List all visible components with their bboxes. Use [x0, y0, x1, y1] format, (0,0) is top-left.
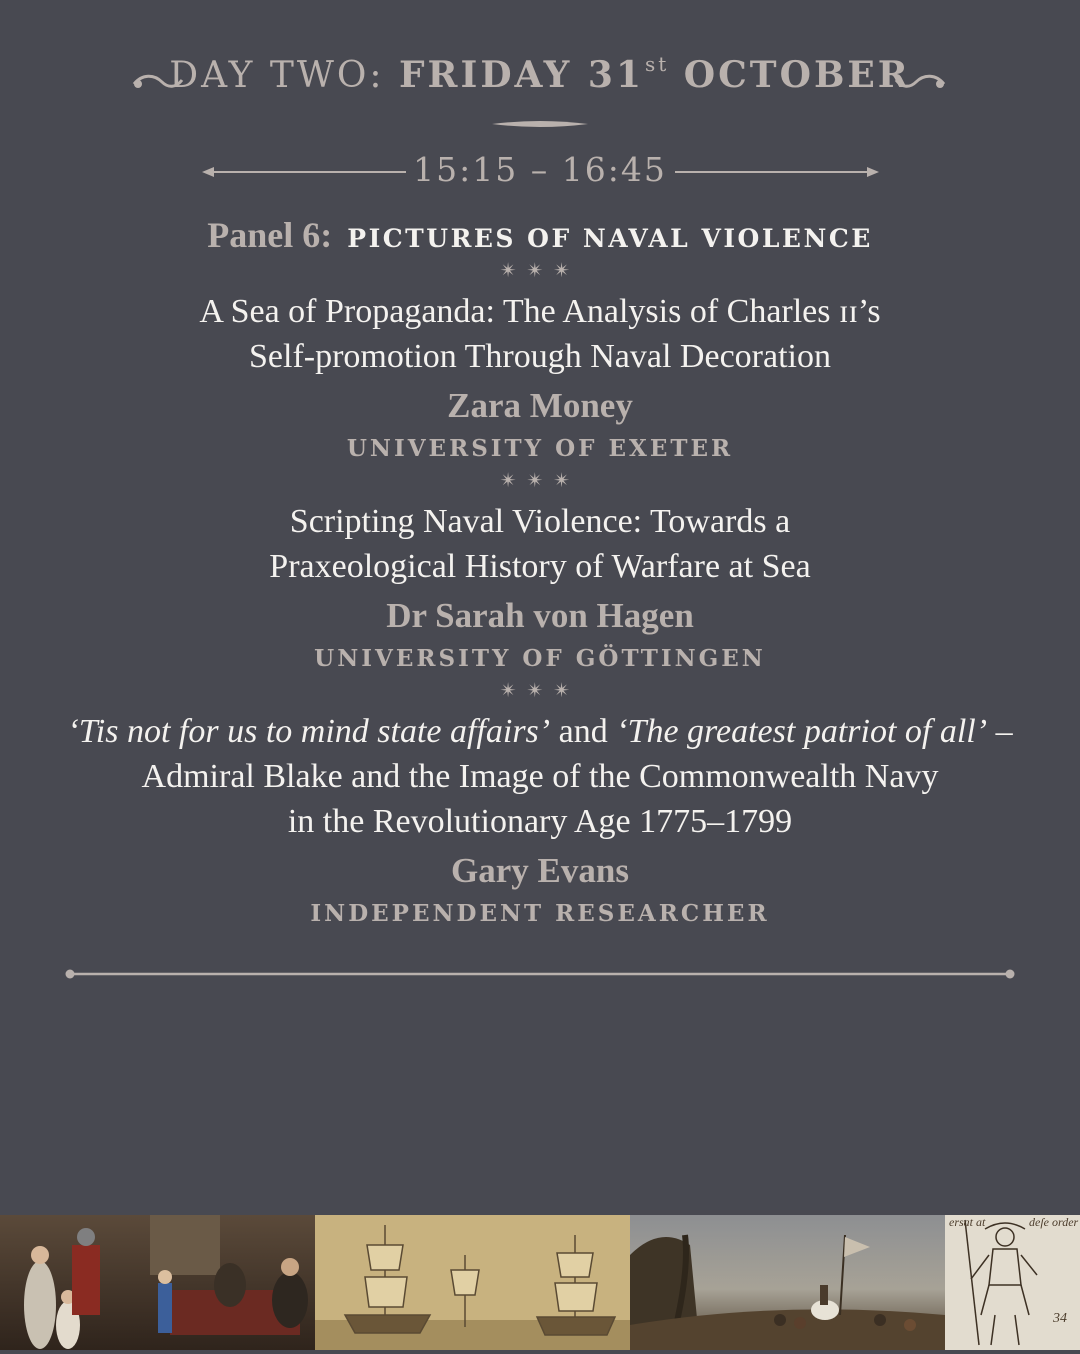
header-ornament-icon: [490, 118, 590, 130]
day-label: DAY TWO:: [169, 55, 385, 96]
talk-2-title-line-2: Praxeological History of Warfare at Sea: [269, 548, 811, 585]
talk-2-institution: UNIVERSITY OF GÖTTINGEN: [314, 645, 766, 672]
talk-3-title-line-1: [0, 709, 1080, 754]
talk-1-title-line-2: Self-promotion Through Naval Decoration: [249, 338, 831, 375]
separator-stars: ✴✴✴: [499, 468, 581, 492]
painting-landscape-battle: [630, 1215, 945, 1350]
talk-1-title-line-1: A Sea of Propaganda: The Analysis of Charles ɪɪ’s: [199, 293, 881, 330]
talk-2-speaker: Dr Sarah von Hagen: [386, 596, 694, 635]
talk-3-quote-1: ‘Tis not for us to mind state affairs’: [67, 713, 551, 750]
talk-3-speaker: Gary Evans: [451, 851, 629, 890]
talk-3-dash: –: [987, 713, 1013, 750]
talk-2-title: [0, 499, 1080, 589]
talk-3-institution: INDEPENDENT RESEARCHER: [310, 900, 770, 927]
talk-1-institution: UNIVERSITY OF EXETER: [346, 435, 734, 462]
right-arrow-icon: [673, 164, 881, 180]
date-month: OCTOBER: [683, 54, 911, 96]
talk-3-quote-2: ‘The greatest patriot of all’: [616, 713, 988, 750]
engraving-soldier: [945, 1215, 1080, 1350]
right-flourish-icon: [894, 70, 946, 94]
panel-number: Panel 6:: [207, 215, 333, 255]
painting-ships-battle: [315, 1215, 630, 1350]
engraving-page-number: 34: [1053, 1311, 1067, 1326]
painting-domestic-scene: [0, 1215, 315, 1350]
separator-stars: ✴✴✴: [499, 678, 581, 702]
talk-3-connector: and: [550, 713, 617, 750]
bottom-divider: [64, 966, 1016, 982]
talk-3-title-line-3: in the Revolutionary Age 1775–1799: [287, 803, 793, 840]
talk-1-title: [0, 289, 1080, 379]
date-prefix: FRIDAY 31: [399, 54, 645, 96]
talk-3-title-line-2: Admiral Blake and the Image of the Commonwealth Navy: [141, 758, 939, 795]
engraving-label-left: ersat at: [949, 1215, 986, 1229]
engraving-label-right: deſe order: [1029, 1215, 1079, 1229]
panel-title: PICTURES OF NAVAL VIOLENCE: [347, 224, 873, 253]
separator-stars: ✴✴✴: [499, 258, 581, 282]
session-time: 15:15 – 16:45: [413, 150, 667, 189]
talk-3-title: [0, 709, 1080, 844]
date-suffix-sup: st: [645, 52, 670, 76]
talk-1-speaker: Zara Money: [447, 386, 633, 425]
talk-2-title-line-1: Scripting Naval Violence: Towards a: [289, 503, 791, 540]
panel-heading: [0, 214, 1080, 256]
